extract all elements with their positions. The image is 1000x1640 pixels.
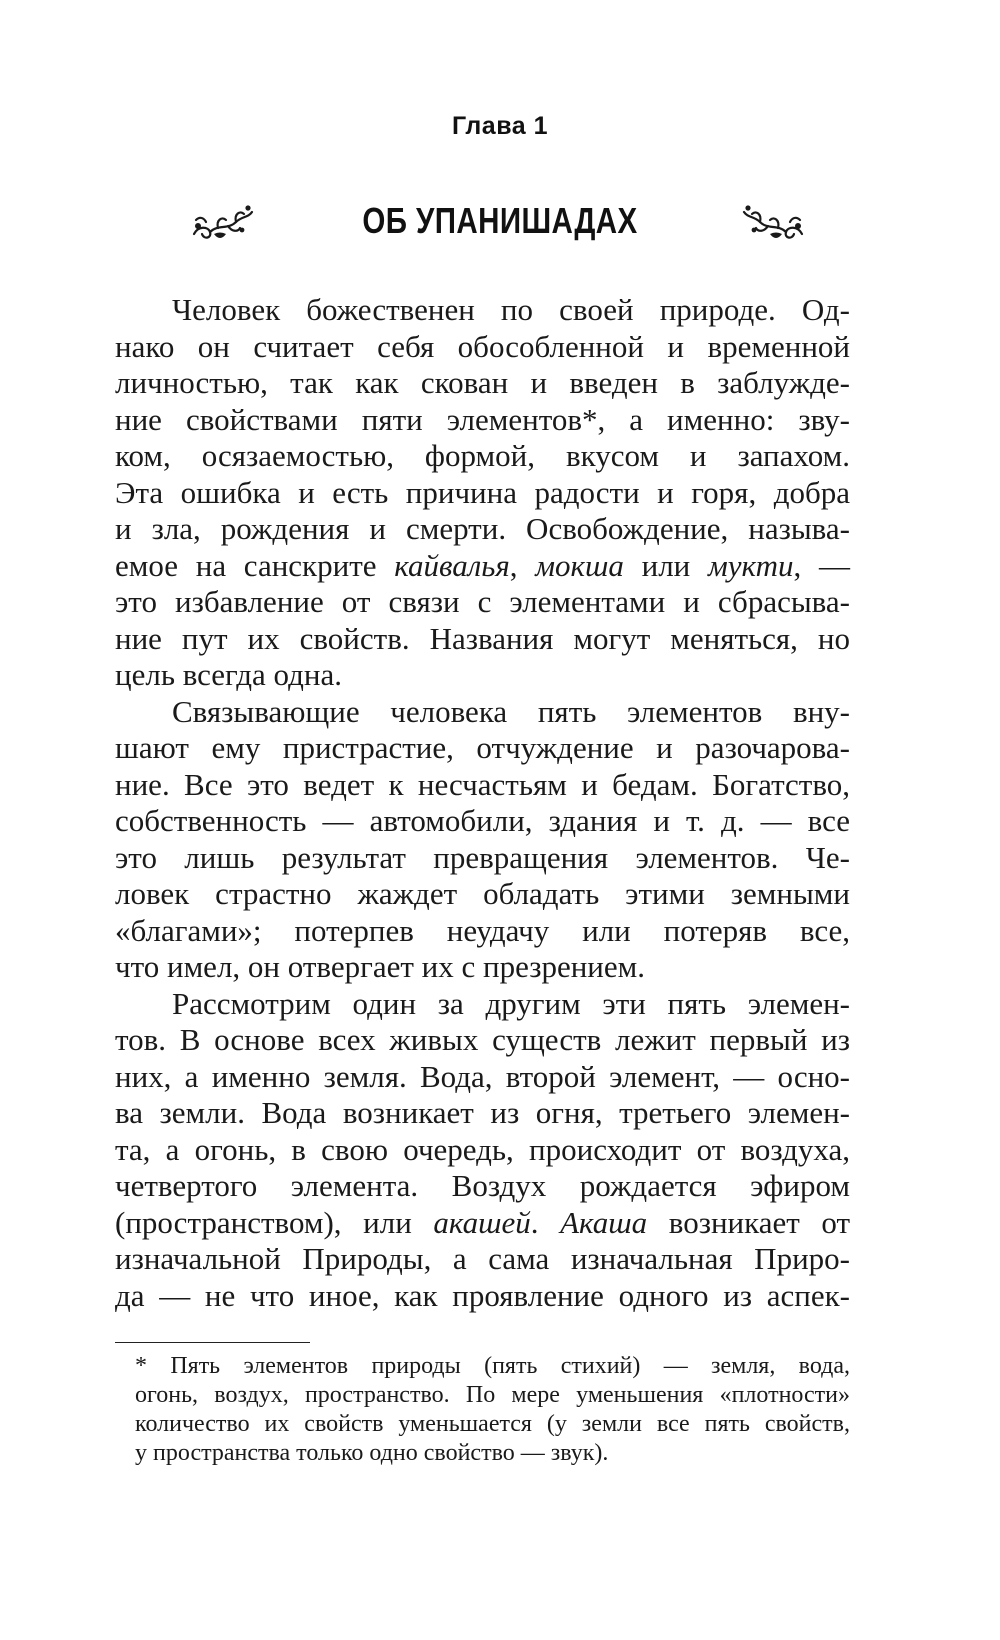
text-line: Человек божественен по своей природе. Од- <box>172 292 850 327</box>
text-line: ние. Все это ведет к несчастьям и бедам. Богатство, <box>115 766 850 802</box>
text-run: . <box>530 1204 561 1240</box>
footnote-line: * Пять элементов природы (пять стихий) — земля, вода, <box>135 1353 850 1379</box>
italic-term: Акаша <box>560 1204 648 1240</box>
floral-ornament-icon <box>738 196 808 246</box>
text-line: цель всегда одна. <box>115 657 342 692</box>
text-run: или <box>623 547 708 583</box>
text-run: (пространством), или <box>115 1204 434 1240</box>
italic-term: мокша <box>535 547 624 583</box>
text-line: четвертого элемента. Воздух рождается эфиром <box>115 1168 850 1203</box>
text-line: личностью, так как скован и введен в заблужде- <box>115 365 850 400</box>
text-line: ние пут их свойств. Названия могут меняться, но <box>115 620 850 656</box>
text-line: Связывающие человека пять элементов вну- <box>172 693 850 729</box>
text-line: что имел, он отвергает их с презрением. <box>115 949 646 984</box>
text-line: Эта ошибка и есть причина радости и горя, добра <box>115 474 850 510</box>
chapter-label: Глава 1 <box>451 112 548 140</box>
footnote <box>115 1352 850 1468</box>
text-line: ком, осязаемостью, формой, вкусом и запахом. <box>115 438 850 473</box>
text-line: та, а огонь, в свою очередь, происходит от воздуха, <box>115 1131 850 1167</box>
italic-term: акашей <box>433 1204 531 1240</box>
text-line: и зла, рождения и смерти. Освобождение, называ- <box>115 511 850 546</box>
footnote-line: количество их свойств уменьшается (у земли все пять свойств, <box>135 1411 850 1437</box>
text-line: ловек страстно жаждет обладать этими земными <box>115 876 850 911</box>
text-line: нако он считает себя обособленной и временной <box>115 328 850 364</box>
text-run: , <box>509 547 536 583</box>
text-line: это избавление от связи с элементами и сбрасыва- <box>115 584 850 619</box>
footnote-line: огонь, воздух, пространство. По мере уменьшения «плотности» <box>135 1382 850 1408</box>
text-line: изначальной Природы, а сама изначальная Приро- <box>115 1241 850 1276</box>
italic-term: мукти <box>708 547 794 583</box>
text-line: шают ему пристрастие, отчуждение и разочарова- <box>115 730 850 765</box>
chapter-title: ОБ УПАНИШАДАХ <box>362 200 638 241</box>
title-row <box>0 196 1000 256</box>
footnote-line: у пространства только одно свойство — звук). <box>135 1440 609 1466</box>
text-line: да — не что иное, как проявление одного из аспек- <box>115 1277 850 1313</box>
main-text <box>115 292 850 1314</box>
text-run: , — <box>793 547 850 583</box>
text-line: собственность — автомобили, здания и т. д. — все <box>115 803 850 838</box>
text-line <box>115 548 850 585</box>
text-line: это лишь результат превращения элементов. Че- <box>115 839 850 875</box>
text-line: «благами»; потерпев неудачу или потеряв все, <box>115 912 850 948</box>
italic-term: кайвалья <box>394 547 510 583</box>
text-line <box>115 1205 850 1242</box>
text-line: них, а именно земля. Вода, второй элемент, — осно- <box>115 1058 850 1094</box>
text-line: ние свойствами пяти элементов*, а именно: зву- <box>115 401 850 437</box>
text-line: тов. В основе всех живых существ лежит первый из <box>115 1022 850 1057</box>
text-line: ва земли. Вода возникает из огня, третьего элемен- <box>115 1095 850 1130</box>
text-line: Рассмотрим один за другим эти пять элемен- <box>172 985 850 1021</box>
text-run: возникает от <box>647 1204 851 1240</box>
footnote-divider <box>115 1342 310 1343</box>
text-run: емое на санскрите <box>115 547 395 583</box>
